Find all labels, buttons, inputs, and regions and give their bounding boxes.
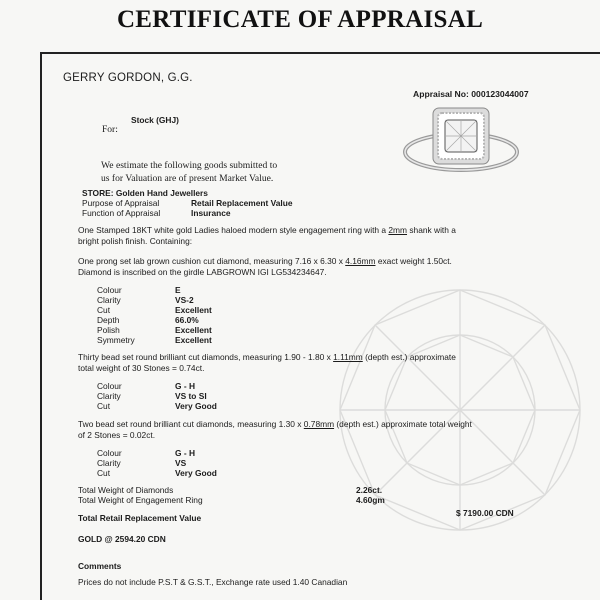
total-replacement-label: Total Retail Replacement Value bbox=[78, 513, 202, 523]
stock-value: Stock (GHJ) bbox=[131, 115, 179, 125]
grading-2-label: Cut bbox=[97, 401, 111, 411]
grading-3-value: G - H bbox=[175, 448, 196, 458]
description-3-line-2: total weight of 30 Stones = 0.74ct. bbox=[78, 363, 205, 373]
total-replacement-value: $ 7190.00 CDN bbox=[456, 508, 514, 518]
grading-1-value: VS-2 bbox=[175, 295, 194, 305]
function-value: Insurance bbox=[191, 208, 231, 218]
grading-1-value: 66.0% bbox=[175, 315, 199, 325]
grading-1-label: Polish bbox=[97, 325, 120, 335]
intro-line-1: We estimate the following goods submitted to bbox=[101, 160, 278, 171]
certificate-title: CERTIFICATE OF APPRAISAL bbox=[116, 6, 484, 33]
grading-1-label: Colour bbox=[97, 285, 122, 295]
description-3-line-1 bbox=[78, 352, 456, 362]
comments-text: Prices do not include P.S.T & G.S.T., Exchange rate used 1.40 Canadian bbox=[78, 577, 348, 587]
appraiser-name: GERRY GORDON, G.G. bbox=[63, 72, 193, 84]
description-4-line-2: of 2 Stones = 0.02ct. bbox=[78, 430, 156, 440]
grading-3-label: Cut bbox=[97, 468, 111, 478]
gold-price: GOLD @ 2594.20 CDN bbox=[78, 534, 166, 544]
description-1-line-2: bright polish finish. Containing: bbox=[78, 236, 193, 246]
grading-3-value: VS bbox=[175, 458, 187, 468]
desc4-underlined: 0.78mm bbox=[303, 419, 335, 429]
purpose-value: Retail Replacement Value bbox=[191, 198, 293, 208]
description-2-line-1 bbox=[78, 256, 452, 266]
desc4-pre: Two bead set round brilliant cut diamonds, measuring 1.30 x bbox=[78, 419, 304, 429]
grading-3-label: Clarity bbox=[97, 458, 121, 468]
desc4-post: (depth est.) approximate total weight bbox=[334, 419, 472, 429]
grading-2-label: Clarity bbox=[97, 391, 121, 401]
desc3-pre: Thirty bead set round brilliant cut diamonds, measuring 1.90 - 1.80 x bbox=[78, 352, 334, 362]
desc1-pre: One Stamped 18KT white gold Ladies haloed modern style engagement ring with a bbox=[78, 225, 389, 235]
grading-2-label: Colour bbox=[97, 381, 122, 391]
description-4-line-1 bbox=[78, 419, 472, 429]
grading-1-value: Excellent bbox=[175, 335, 212, 345]
grading-3-value: Very Good bbox=[175, 468, 217, 478]
intro-line-2: us for Valuation are of present Market Value. bbox=[101, 173, 274, 184]
grading-1-label: Depth bbox=[97, 315, 120, 325]
frame-top-line bbox=[40, 52, 600, 54]
desc2-post: exact weight 1.50ct. bbox=[375, 256, 452, 266]
description-2-line-2: Diamond is inscribed on the girdle LABGROWN IGI LG534234647. bbox=[78, 267, 327, 277]
grading-3-label: Colour bbox=[97, 448, 122, 458]
description-1-line-1 bbox=[78, 225, 456, 235]
grading-2-value: Very Good bbox=[175, 401, 217, 411]
appraisal-number: Appraisal No: 000123044007 bbox=[413, 89, 529, 99]
grading-1-value: Excellent bbox=[175, 325, 212, 335]
comments-heading: Comments bbox=[78, 561, 122, 571]
store-line: STORE: Golden Hand Jewellers bbox=[82, 188, 208, 198]
grading-1-label: Cut bbox=[97, 305, 111, 315]
function-label: Function of Appraisal bbox=[82, 208, 161, 218]
ring-photo-icon bbox=[400, 102, 522, 184]
grading-2-value: G - H bbox=[175, 381, 196, 391]
frame-left-line bbox=[40, 52, 42, 600]
grading-1-value: Excellent bbox=[175, 305, 212, 315]
total-ring-label: Total Weight of Engagement Ring bbox=[78, 495, 203, 505]
total-diamonds-value: 2.26ct. bbox=[356, 485, 383, 495]
desc2-underlined: 4.16mm bbox=[345, 256, 376, 266]
grading-2-value: VS to SI bbox=[175, 391, 207, 401]
total-diamonds-label: Total Weight of Diamonds bbox=[78, 485, 174, 495]
grading-1-value: E bbox=[175, 285, 181, 295]
grading-1-label: Symmetry bbox=[97, 335, 135, 345]
total-ring-value: 4.60gm bbox=[356, 495, 385, 505]
desc3-post: (depth est.) approximate bbox=[362, 352, 456, 362]
grading-1-label: Clarity bbox=[97, 295, 121, 305]
desc3-underlined: 1.11mm bbox=[333, 352, 363, 362]
desc1-post: shank with a bbox=[407, 225, 456, 235]
desc1-underlined: 2mm bbox=[388, 225, 408, 235]
desc2-pre: One prong set lab grown cushion cut diamond, measuring 7.16 x 6.30 x bbox=[78, 256, 346, 266]
purpose-label: Purpose of Appraisal bbox=[82, 198, 160, 208]
for-label: For: bbox=[102, 125, 118, 135]
